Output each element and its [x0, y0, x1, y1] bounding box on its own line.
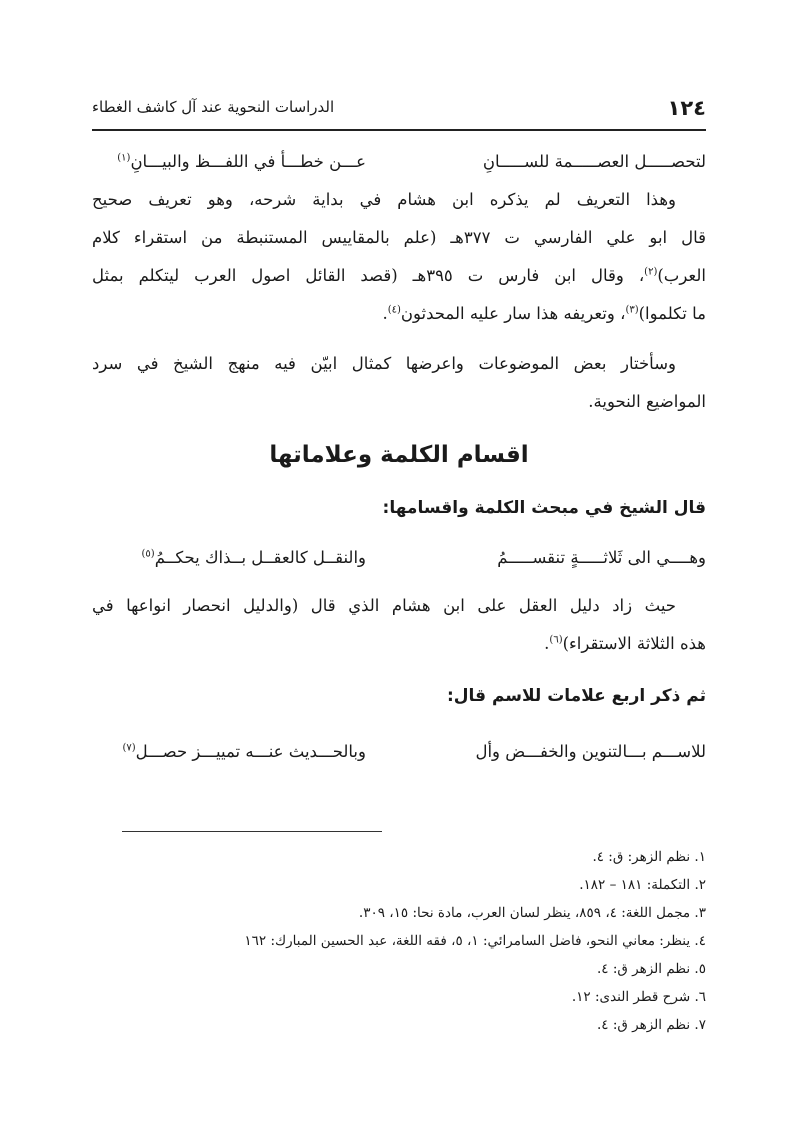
footnote: ٥. نظم الزهر ق: ٤. [596, 961, 706, 977]
footnote-ref[interactable]: (٣) [625, 304, 639, 316]
verse-hemistich: وهــــي الى ثَلاثـــــةٍ تنقســـــمُ [497, 548, 706, 567]
verse-hemistich: للاســـم بـــالتنوين والخفـــض وأل [475, 742, 706, 761]
verse-hemistich: لتحصـــــل العصـــــمة للســـــانِ [482, 152, 706, 171]
footnote: ٢. التكملة: ١٨١ – ١٨٢. [579, 877, 706, 893]
footnote: ٧. نظم الزهر ق: ٤. [596, 1017, 706, 1033]
footnote: ٤. ينظر: معاني النحو، فاضل السامرائي: ١، ٥، فقه اللغة، عبد الحسين المبارك: ١٦٢ [244, 933, 706, 949]
footnote-ref[interactable]: (٥) [141, 548, 155, 560]
footnote-ref[interactable]: (٢) [644, 266, 658, 278]
footnote-ref[interactable]: (٦) [549, 634, 563, 646]
header-rule [92, 129, 706, 131]
paragraph-line: ما تكلموا)$^{(٣)}$، وتعريفه هذا سار عليه المحدثون$^{(٤)}$. [382, 304, 706, 323]
paragraph-line: وسأختار بعض الموضوعات واعرضها كمثال ابيّن فيه منهج الشيخ في سرد [92, 354, 676, 373]
subsection-title: قال الشيخ في مبحث الكلمة واقسامها: [382, 498, 706, 518]
verse-hemistich: عـــن خطـــأ في اللفـــظ والبيـــانِ$^{(١)}$ [117, 152, 366, 171]
footnote-ref[interactable]: (١) [117, 152, 131, 164]
footnote-ref[interactable]: (٧) [122, 742, 136, 754]
paragraph-line: العرب)$^{(٢)}$، وقال ابن فارس ت ٣٩٥هـ (قصد القائل اصول العرب ليتكلم بمثل [92, 266, 706, 285]
footnote: ٣. مجمل اللغة: ٤، ٨٥٩، ينظر لسان العرب، مادة نحا: ١٥، ٣٠٩. [358, 905, 706, 921]
paragraph-line: وهذا التعريف لم يذكره ابن هشام في بداية شرحه، وهو تعريف صحيح [92, 190, 676, 209]
paragraph-line: المواضيع النحوية. [588, 392, 706, 411]
running-title: الدراسات النحوية عند آل كاشف الغطاء [92, 98, 335, 116]
paragraph-line: هذه الثلاثة الاستقراء)$^{(٦)}$. [544, 634, 706, 653]
page-number: ١٢٤ [667, 96, 706, 120]
footnote: ١. نظم الزهر: ق: ٤. [592, 849, 706, 865]
footnote: ٦. شرح قطر الندى: ١٢. [571, 989, 706, 1005]
paragraph-line: حيث زاد دليل العقل على ابن هشام الذي قال (والدليل انحصار انواعها في [92, 596, 676, 615]
section-title: اقسام الكلمة وعلاماتها [269, 442, 529, 468]
subsection-title: ثم ذكر اربع علامات للاسم قال: [446, 686, 706, 706]
page-header [92, 92, 706, 126]
footnote-ref[interactable]: (٤) [387, 304, 401, 316]
verse-hemistich: والنقــل كالعقــل بــذاك يحكــمُ$^{(٥)}$ [141, 548, 366, 567]
paragraph-line: قال ابو علي الفارسي ت ٣٧٧هـ (علم بالمقاييس المستنبطة من استقراء كلام [92, 228, 706, 247]
footnote-separator [122, 831, 382, 832]
verse-hemistich: وبالحـــديث عنـــه تمييـــز حصـــل$^{(٧)}$ [122, 742, 366, 761]
